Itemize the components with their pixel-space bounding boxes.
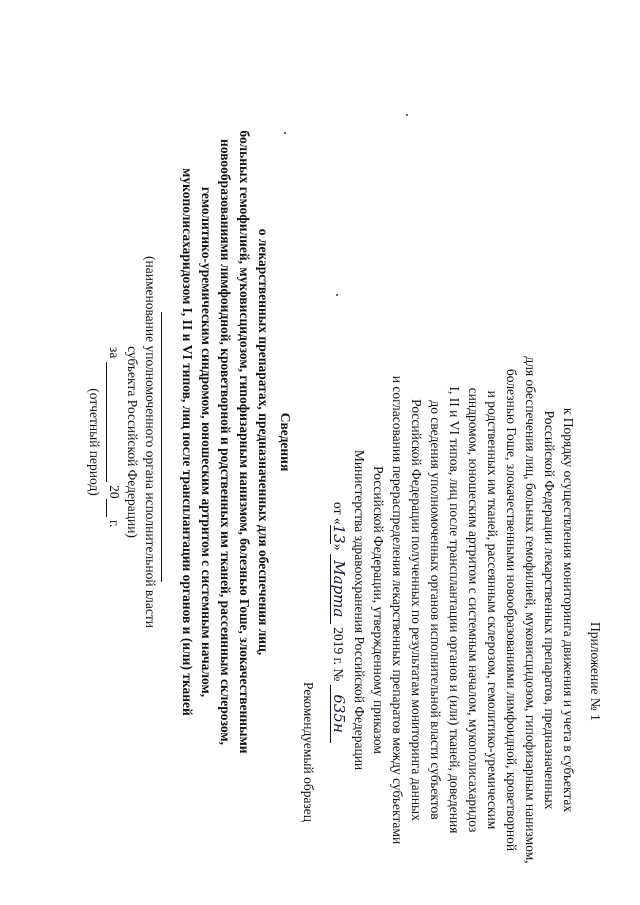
scan-speck bbox=[336, 294, 338, 296]
period-caption: (отчетный период) bbox=[87, 388, 102, 496]
header-line: Российской Федерации лекарственных препаратов, предназначенных bbox=[542, 410, 557, 810]
recommended-sample-label: Рекомендуемый образец bbox=[301, 682, 316, 823]
order-day: 13 bbox=[330, 524, 348, 544]
title-line: о лекарственных препаратах, предназначенных для обеспечения лиц, bbox=[256, 228, 271, 656]
period-year: 20 bbox=[107, 485, 122, 499]
appendix-number: Приложение № 1 bbox=[588, 622, 603, 721]
order-year: 2019 г. № bbox=[331, 627, 346, 682]
header-line: Министерства здравоохранения Российской Федерации bbox=[352, 449, 367, 771]
org-caption-line-2: субъекта Российской Федерации) bbox=[125, 346, 140, 538]
header-line: к Порядку осуществления мониторинга движения и учета в субъектах bbox=[561, 407, 576, 813]
period-year-blank bbox=[107, 499, 122, 517]
title-line: гемолитико-уремическим синдромом, юношеским артритом с системным началом, bbox=[199, 186, 214, 698]
title-line: больных гемофилией, муковисцидозом, гипофизарным нанизмом, болезнью Гоше, злокачественными bbox=[237, 130, 252, 754]
header-line: болезнью Гоше, злокачественными новообразованиями лимфоидной, кроветворной bbox=[504, 368, 519, 852]
order-mid: » bbox=[331, 543, 346, 551]
header-line: Российской Федерации полученных по результатам мониторинга данных bbox=[409, 399, 424, 821]
header-line: синдромом, юношеским артритом с системным началом, мукополисахаридоз bbox=[466, 387, 481, 833]
order-prefix: от « bbox=[331, 502, 346, 525]
scan-speck bbox=[284, 132, 286, 134]
document-title: Сведения bbox=[278, 412, 293, 472]
scan-speck bbox=[406, 114, 408, 116]
rotated-page bbox=[20, 22, 620, 882]
order-number: 635н bbox=[330, 685, 346, 743]
title-line: новообразованиями лимфоидной, кроветворной и родственных им тканей, рассеянным склерозом, bbox=[218, 139, 233, 745]
header-line: и родственных им тканей, рассеянным склерозом, гемолитико-уремическим bbox=[485, 390, 500, 830]
header-line: для обеспечения лиц, больных гемофилией, муковисцидозом, гипофизарным нанизмом, bbox=[523, 356, 538, 864]
header-line: Российской Федерации, утвержденному приказом bbox=[371, 466, 386, 754]
period-row bbox=[107, 347, 122, 527]
title-line: мукополисахаридозом I, II и VI типов, лиц после трансплантации органов и (или) тканей bbox=[180, 168, 195, 716]
header-line: I, II и VI типов, лиц после трансплантации органов и (или) тканей, доведения bbox=[447, 386, 462, 834]
org-name-field-line bbox=[161, 312, 162, 582]
header-line: и согласования перераспределения лекарственных препаратов между субъектами bbox=[390, 375, 405, 845]
order-month: Марта bbox=[330, 554, 346, 624]
period-blank bbox=[107, 362, 122, 482]
org-caption-line-1: (наименование уполномоченного органа исполнительной власти bbox=[143, 256, 158, 628]
order-reference bbox=[330, 502, 346, 743]
period-suffix: г. bbox=[107, 519, 122, 528]
period-prefix: за bbox=[107, 347, 122, 359]
header-line: до сведения уполномоченных органов исполнительной власти субъектов bbox=[428, 400, 443, 820]
